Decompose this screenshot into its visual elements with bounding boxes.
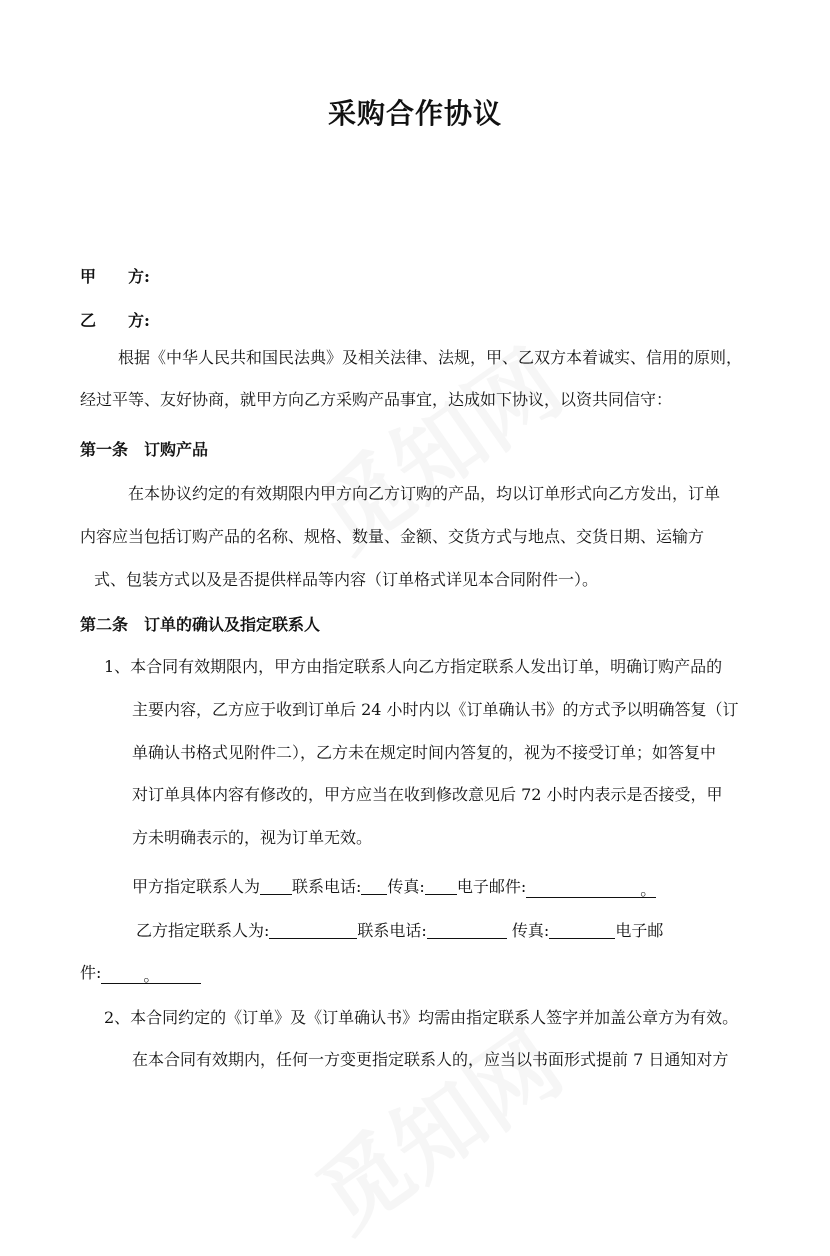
article-2-heading: 第二条 订单的确认及指定联系人 xyxy=(80,615,321,634)
article-1-line: 式、包装方式以及是否提供样品等内容（订单格式详见本合同附件一）。 xyxy=(94,570,599,589)
phone-label: 联系电话: xyxy=(357,921,427,940)
article-1-line: 在本协议约定的有效期限内甲方向乙方订购的产品，均以订单形式向乙方发出，订单 xyxy=(128,484,721,503)
fax-label: 传真: xyxy=(511,921,550,940)
party-b-email-line xyxy=(80,962,201,984)
email-label: 电子邮件: xyxy=(456,877,527,896)
article-2-item-1-line: 方未明确表示的，视为订单无效。 xyxy=(132,828,373,847)
fax-blank[interactable] xyxy=(549,920,615,939)
article-2-item-1-line: 主要内容，乙方应于收到订单后 24 小时内以《订单确认书》的方式予以明确答复（订 xyxy=(132,700,739,719)
phone-blank[interactable] xyxy=(427,920,507,939)
party-a-contact-line xyxy=(132,876,656,898)
contact-label: 甲方指定联系人为 xyxy=(132,877,261,896)
article-2-item-2-cont: 在本合同有效期内，任何一方变更指定联系人的，应当以书面形式提前 7 日通知对方 xyxy=(132,1050,729,1069)
contact-blank[interactable] xyxy=(269,920,357,939)
document-title: 采购合作协议 xyxy=(327,97,502,130)
email-blank[interactable] xyxy=(526,879,656,898)
article-1-line: 内容应当包括订购产品的名称、规格、数量、金额、交货方式与地点、交货日期、运输方 xyxy=(80,527,705,546)
article-2-item-2: 2、本合同约定的《订单》及《订单确认书》均需由指定联系人签字并加盖公章方为有效。 xyxy=(104,1008,739,1027)
article-2-item-1-line: 单确认书格式见附件二），乙方未在规定时间内答复的，视为不接受订单；如答复中 xyxy=(132,743,717,762)
contact-blank[interactable] xyxy=(260,876,292,895)
party-b-label: 乙 方: xyxy=(80,311,150,330)
phone-blank[interactable] xyxy=(361,876,387,895)
email-label: 电子邮 xyxy=(615,921,664,940)
article-1-heading: 第一条 订购产品 xyxy=(80,440,209,459)
preamble-line: 根据《中华人民共和国民法典》及相关法律、法规，甲、乙双方本着诚实、信用的原则， xyxy=(118,348,743,367)
party-b-contact-line xyxy=(136,920,663,942)
phone-label: 联系电话: xyxy=(292,877,362,896)
email-label-cont: 件: xyxy=(80,963,102,982)
watermark xyxy=(287,994,583,1255)
contact-label: 乙方指定联系人为: xyxy=(136,921,270,940)
article-2-item-1-line: 对订单具体内容有修改的，甲方应当在收到修改意见后 72 小时内表示是否接受，甲 xyxy=(132,785,723,804)
fax-label: 传真: xyxy=(387,877,425,896)
email-blank[interactable] xyxy=(101,965,201,984)
period: 。 xyxy=(640,880,657,899)
preamble-line: 经过平等、友好协商，就甲方向乙方采购产品事宜，达成如下协议，以资共同信守： xyxy=(80,390,673,409)
article-2-item-1-line: 1、本合同有效期限内，甲方由指定联系人向乙方指定联系人发出订单，明确订购产品的 xyxy=(104,657,723,676)
fax-blank[interactable] xyxy=(425,876,457,895)
period: 。 xyxy=(143,966,160,985)
party-a-label: 甲 方: xyxy=(80,267,150,286)
